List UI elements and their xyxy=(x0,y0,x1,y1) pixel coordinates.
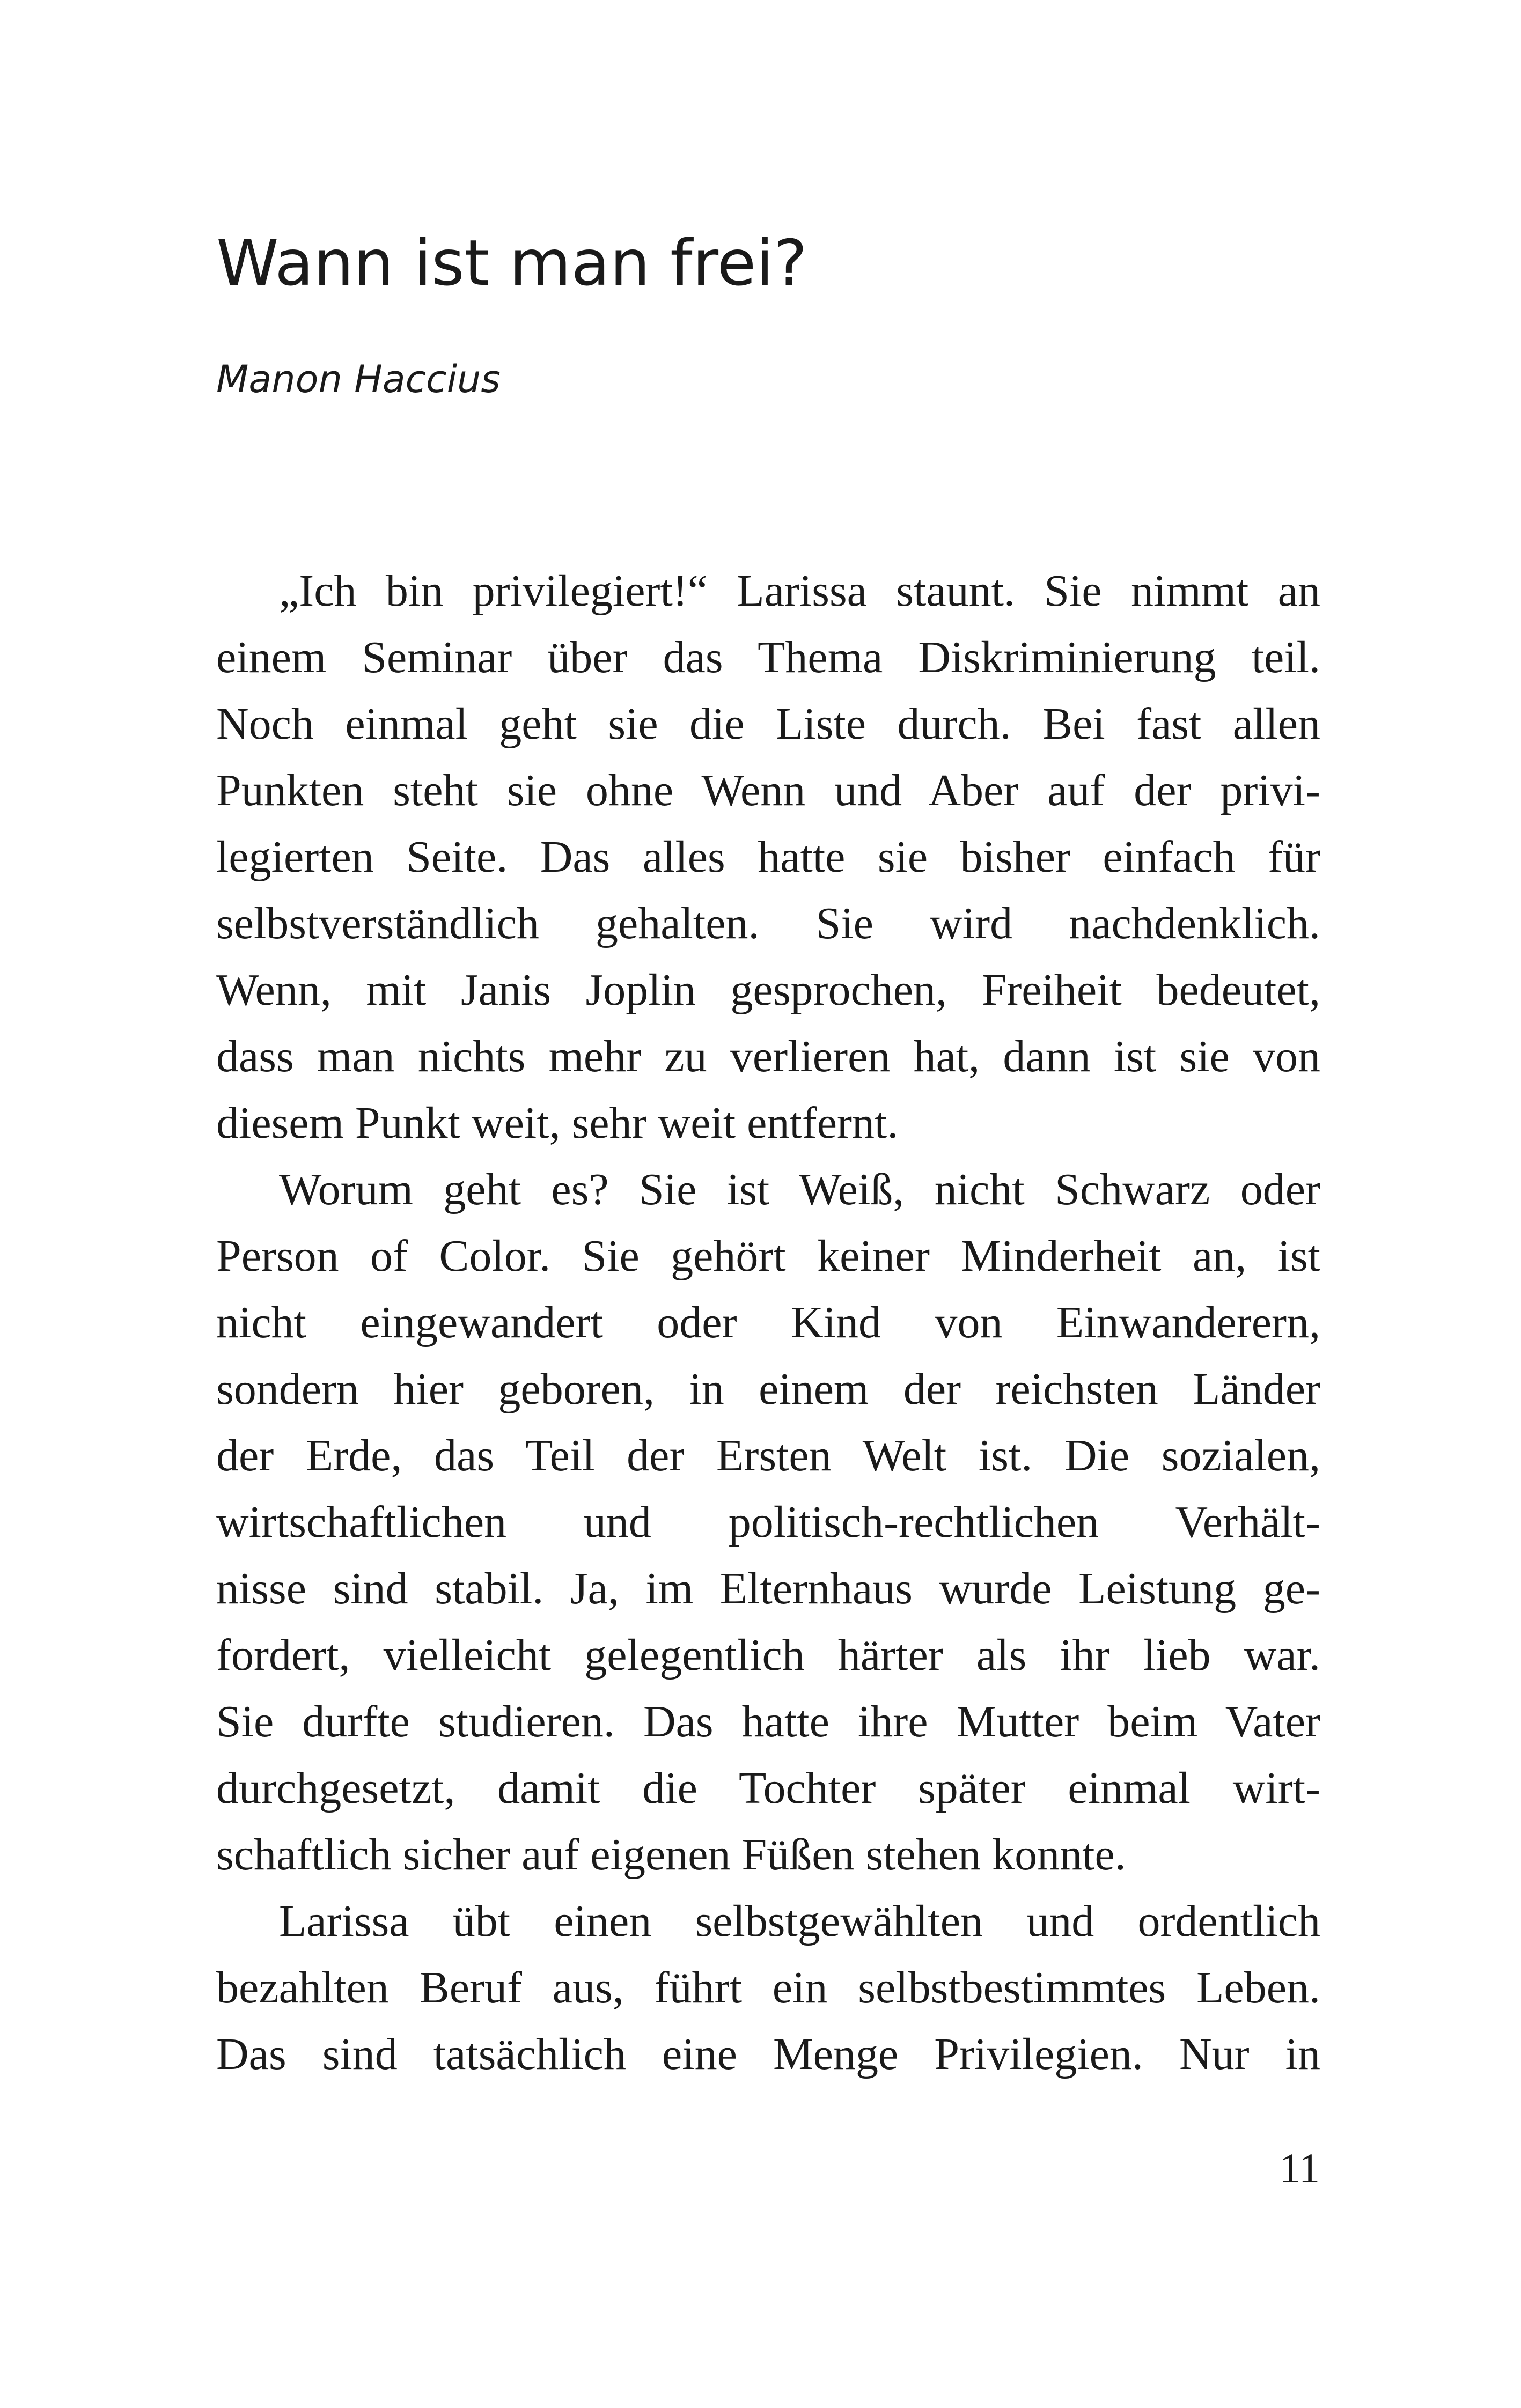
text-line: Person of Color. Sie gehört keiner Minderheit an, ist xyxy=(216,1231,1320,1281)
text-line: Das sind tatsächlich eine Menge Privilegien. Nur in xyxy=(216,2029,1320,2079)
text-line: Sie durfte studieren. Das hatte ihre Mutter beim Vater xyxy=(216,1697,1320,1747)
paragraph-1 xyxy=(216,558,1320,1157)
text-line: einem Seminar über das Thema Diskriminierung teil. xyxy=(216,632,1320,682)
text-line: Worum geht es? Sie ist Weiß, nicht Schwarz oder xyxy=(279,1165,1320,1214)
chapter-title: Wann ist man frei? xyxy=(216,226,807,300)
text-line: nicht eingewandert oder Kind von Einwanderern, xyxy=(216,1298,1320,1347)
text-line: „Ich bin privilegiert!“ Larissa staunt. Sie nimmt an xyxy=(279,566,1320,616)
text-line: wirtschaftlichen und politisch-rechtlichen Verhält- xyxy=(216,1497,1320,1547)
text-line: Noch einmal geht sie die Liste durch. Bei fast allen xyxy=(216,699,1320,749)
text-line: dass man nichts mehr zu verlieren hat, dann ist sie von xyxy=(216,1032,1320,1081)
text-line: diesem Punkt weit, sehr weit entfernt. xyxy=(216,1098,899,1148)
text-line: Larissa übt einen selbstgewählten und ordentlich xyxy=(279,1896,1320,1946)
text-line: schaftlich sicher auf eigenen Füßen stehen konnte. xyxy=(216,1830,1126,1880)
paragraph-2 xyxy=(216,1157,1320,1888)
body-text xyxy=(216,558,1320,2088)
text-line: durchgesetzt, damit die Tochter später einmal wirt- xyxy=(216,1763,1320,1813)
text-line: nisse sind stabil. Ja, im Elternhaus wurde Leistung ge- xyxy=(216,1564,1320,1614)
text-line: Punkten steht sie ohne Wenn und Aber auf der privi- xyxy=(216,765,1320,815)
page-number: 11 xyxy=(1279,2145,1320,2191)
text-line: bezahlten Beruf aus, führt ein selbstbestimmtes Leben. xyxy=(216,1963,1320,2013)
paragraph-3 xyxy=(216,1888,1320,2088)
chapter-author: Manon Haccius xyxy=(216,357,501,401)
text-line: selbstverständlich gehalten. Sie wird nachdenklich. xyxy=(216,899,1320,948)
text-line: fordert, vielleicht gelegentlich härter als ihr lieb war. xyxy=(216,1630,1320,1680)
text-line: legierten Seite. Das alles hatte sie bisher einfach für xyxy=(216,832,1320,882)
text-line: der Erde, das Teil der Ersten Welt ist. Die sozialen, xyxy=(216,1431,1320,1481)
text-line: sondern hier geboren, in einem der reichsten Länder xyxy=(216,1364,1320,1414)
text-line: Wenn, mit Janis Joplin gesprochen, Freiheit bedeutet, xyxy=(216,965,1320,1015)
